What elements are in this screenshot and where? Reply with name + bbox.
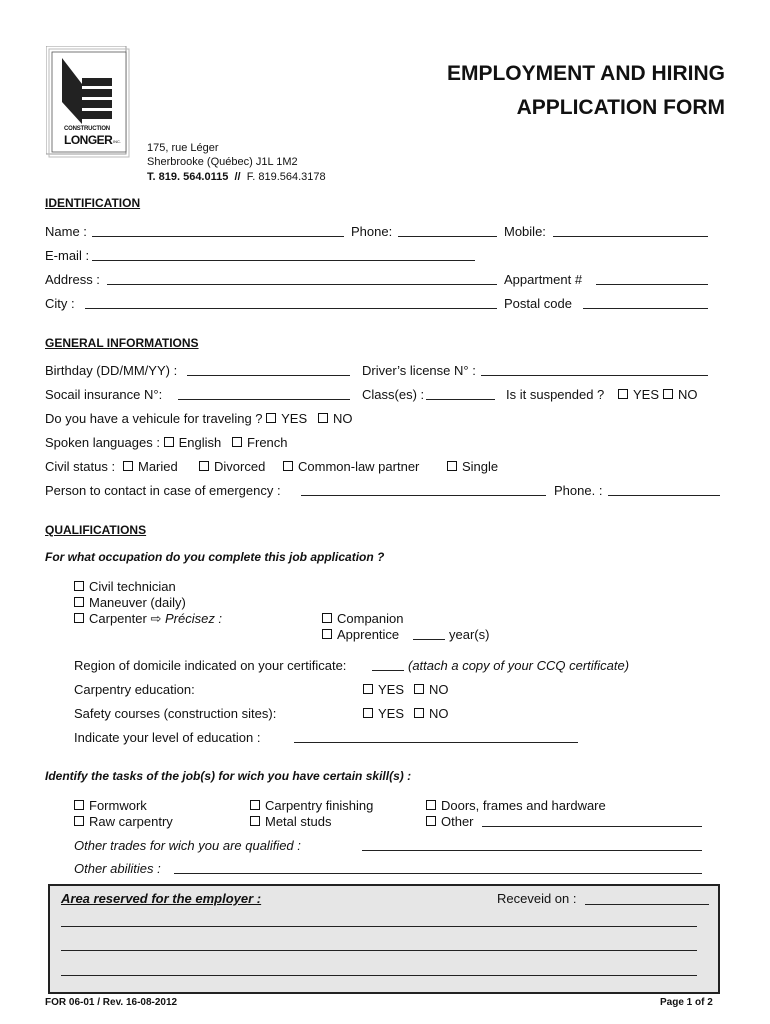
employer-notes-line-2[interactable] [61, 950, 697, 951]
french-option[interactable] [232, 435, 287, 450]
maneuver-option[interactable] [74, 595, 186, 610]
checkbox-icon [426, 800, 436, 810]
vehicle-yes-option[interactable] [266, 411, 307, 426]
carpentry-education-yes-label: YES [378, 682, 405, 697]
city-label: City : [45, 296, 75, 311]
safety-courses-yes-option[interactable] [363, 706, 404, 721]
carpentry-education-no-label: NO [429, 682, 449, 697]
identification-heading: IDENTIFICATION [45, 196, 141, 210]
doors-option[interactable] [426, 798, 606, 813]
english-label: English [178, 435, 222, 450]
company-address-line1: 175, rue Léger [147, 142, 219, 154]
carpentry-finishing-option[interactable] [250, 798, 373, 813]
mobile-label: Mobile: [504, 224, 546, 239]
apprentice-option[interactable] [322, 627, 399, 642]
checkbox-icon [363, 708, 373, 718]
name-field[interactable] [92, 236, 344, 237]
vehicle-label: Do you have a vehicule for traveling ? [45, 411, 263, 426]
checkbox-icon [663, 389, 673, 399]
postal-code-field[interactable] [583, 308, 708, 309]
emergency-phone-label: Phone. : [554, 483, 603, 498]
form-title-line2: APPLICATION FORM [516, 96, 725, 119]
other-abilities-label: Other abilities : [74, 861, 161, 876]
checkbox-icon [74, 581, 84, 591]
region-note: (attach a copy of your CCQ certificate) [408, 658, 630, 673]
formwork-label: Formwork [89, 798, 147, 813]
other-task-label: Other [441, 814, 474, 829]
employer-notes-line-3[interactable] [61, 975, 697, 976]
region-field[interactable] [372, 670, 404, 671]
metal-studs-label: Metal studs [265, 814, 332, 829]
suspended-no-label: NO [678, 387, 698, 402]
divorced-label: Divorced [214, 459, 266, 474]
appartment-field[interactable] [596, 284, 708, 285]
safety-courses-no-label: NO [429, 706, 449, 721]
companion-option[interactable] [322, 611, 404, 626]
suspended-yes-label: YES [633, 387, 660, 402]
birthday-label: Birthday (DD/MM/YY) : [45, 363, 178, 378]
other-task-field[interactable] [482, 826, 702, 827]
checkbox-icon [426, 816, 436, 826]
languages-question [45, 435, 288, 450]
apprentice-label: Apprentice [337, 627, 400, 642]
emergency-contact-label: Person to contact in case of emergency : [45, 483, 281, 498]
maneuver-label: Maneuver (daily) [89, 595, 186, 610]
checkbox-icon [74, 816, 84, 826]
address-field[interactable] [107, 284, 497, 285]
carpentry-education-label: Carpentry education: [74, 682, 195, 697]
company-address-line2: Sherbrooke (Québec) J1L 1M2 [147, 156, 298, 168]
qualifications-heading: QUALIFICATIONS [45, 523, 147, 537]
license-classes-label: Class(es) : [362, 387, 425, 402]
suspended-no-option[interactable] [663, 387, 698, 402]
carpentry-education-yes-option[interactable] [363, 682, 404, 697]
english-option[interactable] [164, 435, 222, 450]
apprentice-years-field[interactable] [413, 639, 445, 640]
checkbox-icon [74, 597, 84, 607]
company-logo [46, 46, 132, 158]
appartment-label: Appartment # [504, 272, 583, 287]
vehicle-no-label: NO [333, 411, 353, 426]
education-level-label: Indicate your level of education : [74, 730, 261, 745]
received-on-label: Receveid on : [497, 891, 577, 906]
postal-code-label: Postal code [504, 296, 572, 311]
mobile-field[interactable] [553, 236, 708, 237]
safety-courses-no-option[interactable] [414, 706, 449, 721]
logo-line1: CONSTRUCTION [64, 126, 110, 132]
license-classes-field[interactable] [426, 399, 495, 400]
occupation-question: For what occupation do you complete this job application ? [45, 550, 385, 564]
birthday-field[interactable] [187, 375, 350, 376]
form-revision: FOR 06-01 / Rev. 16-08-2012 [45, 997, 178, 1008]
company-fax: F. 819.564.3178 [246, 171, 326, 183]
other-abilities-field[interactable] [174, 873, 702, 874]
received-on-field[interactable] [585, 904, 709, 905]
vehicle-question [45, 411, 353, 426]
years-label: year(s) [449, 627, 490, 642]
common-law-option[interactable] [283, 459, 419, 474]
vehicle-yes-label: YES [281, 411, 308, 426]
phone-label: Phone: [351, 224, 393, 239]
drivers-license-field[interactable] [481, 375, 708, 376]
checkbox-icon [250, 816, 260, 826]
formwork-option[interactable] [74, 798, 147, 813]
checkbox-icon [266, 413, 276, 423]
checkbox-icon [414, 708, 424, 718]
checkbox-icon [283, 461, 293, 471]
company-contact [147, 171, 326, 183]
checkbox-icon [74, 800, 84, 810]
civil-status-label: Civil status : [45, 459, 116, 474]
checkbox-icon [164, 437, 174, 447]
checkbox-icon [250, 800, 260, 810]
carpenter-label: Carpenter [89, 611, 147, 626]
safety-courses-yes-label: YES [378, 706, 405, 721]
form-title-line1: EMPLOYMENT AND HIRING [446, 62, 725, 85]
raw-carpentry-option[interactable] [74, 814, 173, 829]
doors-label: Doors, frames and hardware [441, 798, 606, 813]
drivers-license-label: Driver’s license N° : [362, 363, 476, 378]
city-field[interactable] [85, 308, 497, 309]
general-informations-heading: GENERAL INFORMATIONS [45, 336, 199, 350]
common-law-label: Common-law partner [298, 459, 420, 474]
other-trades-label: Other trades for wich you are qualified : [74, 838, 301, 853]
carpentry-education-no-option[interactable] [414, 682, 449, 697]
civil-technician-label: Civil technician [89, 579, 176, 594]
suspended-yes-option[interactable] [618, 387, 659, 402]
checkbox-icon [199, 461, 209, 471]
checkbox-icon [232, 437, 242, 447]
carpentry-finishing-label: Carpentry finishing [265, 798, 374, 813]
checkbox-icon [363, 684, 373, 694]
married-label: Maried [138, 459, 178, 474]
checkbox-icon [74, 613, 84, 623]
single-label: Single [462, 459, 499, 474]
companion-label: Companion [337, 611, 404, 626]
phone-field[interactable] [398, 236, 497, 237]
tasks-question: Identify the tasks of the job(s) for wich you have certain skill(s) : [45, 769, 412, 783]
name-label: Name : [45, 224, 87, 239]
languages-label: Spoken languages : [45, 435, 160, 450]
precisez-label: Précisez : [164, 611, 223, 626]
company-phone: T. 819. 564.0115 [147, 171, 229, 183]
employer-reserved-area [48, 884, 720, 994]
social-insurance-field[interactable] [178, 399, 350, 400]
metal-studs-option[interactable] [250, 814, 331, 829]
divorced-option[interactable] [199, 459, 265, 474]
logo-line2: LONGER [64, 133, 113, 147]
checkbox-icon [123, 461, 133, 471]
emergency-phone-field[interactable] [608, 495, 720, 496]
single-option[interactable] [447, 459, 498, 474]
region-label: Region of domicile indicated on your certificate: [74, 658, 347, 673]
employer-notes-line-1[interactable] [61, 926, 697, 927]
logo-suffix: INC. [113, 139, 121, 144]
french-label: French [247, 435, 288, 450]
checkbox-icon [322, 629, 332, 639]
checkbox-icon [447, 461, 457, 471]
checkbox-icon [414, 684, 424, 694]
employer-area-title: Area reserved for the employer : [61, 891, 262, 906]
carpenter-option[interactable] [74, 611, 222, 627]
safety-courses-label: Safety courses (construction sites): [74, 706, 277, 721]
checkbox-icon [618, 389, 628, 399]
arrow-right-icon: ⇨ [150, 611, 162, 626]
checkbox-icon [322, 613, 332, 623]
checkbox-icon [318, 413, 328, 423]
education-level-field[interactable] [294, 742, 578, 743]
email-label: E-mail : [45, 248, 90, 263]
social-insurance-label: Socail insurance N°: [45, 387, 163, 402]
vehicle-no-option[interactable] [318, 411, 353, 426]
page-number: Page 1 of 2 [660, 997, 713, 1008]
other-trades-field[interactable] [362, 850, 702, 851]
emergency-contact-field[interactable] [301, 495, 546, 496]
other-task-option[interactable] [426, 814, 474, 829]
email-field[interactable] [92, 260, 475, 261]
civil-technician-option[interactable] [74, 579, 176, 594]
contact-separator: // [234, 171, 241, 183]
raw-carpentry-label: Raw carpentry [89, 814, 173, 829]
married-option[interactable] [123, 459, 178, 474]
address-label: Address : [45, 272, 100, 287]
suspended-label: Is it suspended ? [506, 387, 605, 402]
